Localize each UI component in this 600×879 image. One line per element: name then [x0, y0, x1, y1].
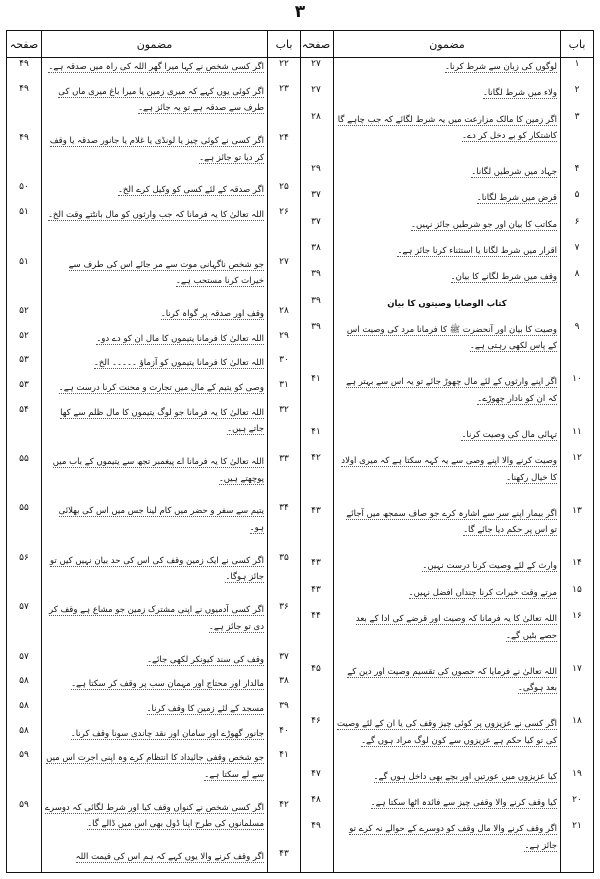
toc-row [299, 83, 593, 109]
page-ref: ۴۱ [311, 374, 321, 385]
page-ref: ۳۹ [311, 269, 321, 280]
chapter-title: وصی کو یتیم کے مال میں تجارت و محنت کرنا درست ہے۔ [58, 383, 264, 393]
chapter-number: ۳۰ [279, 355, 289, 366]
chapter-title: اگر کسی نے کوئی چیز یا لونڈی یا غلام یا جانور صدقہ یا وقف کر دیا تو جائز ہے۔ [49, 136, 264, 163]
page-ref: ۴۵ [311, 663, 321, 674]
page-ref: ۲۹ [311, 164, 321, 175]
toc-row [7, 329, 300, 354]
chapter-title: مرتے وقت خیرات کرنا چنداں افضل نہیں۔ [408, 587, 557, 598]
chapter-title: جانور گھوڑے اور سامان اور نقد چاندی سونا وقف کرنا۔ [70, 728, 264, 739]
page-ref: ۴۹ [19, 59, 29, 69]
page-ref: ۲۸ [311, 111, 321, 122]
chapter-title: اللہ تعالیٰ کا فرمانا یتیموں کو آزماؤ ۔۔۔۔۔ الخ۔ [93, 358, 264, 369]
toc-row [7, 798, 300, 847]
page-ref: ۵۹ [19, 750, 29, 761]
page-ref: ۴۱ [311, 426, 321, 437]
toc-row [7, 501, 300, 550]
toc-row [7, 57, 300, 82]
toc-row [7, 847, 300, 872]
toc-row [7, 304, 300, 329]
toc-row [7, 724, 300, 749]
chapter-number: ۹ [574, 321, 580, 332]
toc-row [7, 452, 300, 501]
chapter-number: ۳ [574, 111, 580, 122]
header-mazmoon: مضمون [41, 31, 268, 57]
chapter-title: کیا وقف کرنے والا وقفی چیز سے فائدہ اٹھا سکتا ہے۔ [370, 798, 557, 808]
toc-row [7, 378, 300, 403]
page-ref: ۴۹ [19, 83, 29, 94]
chapter-title: یتیم سے سفر و حضر میں کام لینا جس میں اس کی بھلائی ہو۔ [58, 506, 264, 534]
toc-row [299, 793, 593, 819]
page-ref: ۵۱ [19, 207, 29, 218]
page-ref: ۵۰ [19, 182, 29, 193]
chapter-number: ۱۲ [572, 453, 582, 464]
chapter-number: ۲۵ [279, 182, 289, 193]
page-ref: ۵۵ [19, 454, 29, 465]
chapter-title: اگر کسی نے عزیزوں پر کوئی چیز وقف کی یا ان کے لئے وصیت کی تو کیا حکم ہے عزیزوں سے کون لوگ مراد ہوں گے۔ [337, 719, 557, 746]
toc-row [299, 609, 593, 662]
chapter-number: ۳۲ [279, 404, 289, 415]
chapter-title: جو شخص ناگہانی موت سے مر جائے اس کی طرف سے خیرات کرنا مستحب ہے۔ [68, 259, 264, 287]
toc-column-left [7, 31, 301, 872]
chapter-title: اللہ تعالیٰ کا یہ فرمانا کہ وصیت اور قرضے کی ادا کے بعد حصے بٹیں گے۔ [355, 613, 557, 641]
page-number: ۳ [294, 2, 306, 22]
chapter-number: ۱۷ [572, 663, 582, 674]
chapter-title: وقف میں شرط لگانے کا بیان۔ [450, 272, 557, 283]
toc-rows-left [7, 57, 300, 872]
page-ref: ۴۴ [311, 610, 321, 621]
toc-row [299, 215, 593, 241]
chapter-title: وقف اور صدقہ پر گواہ کرنا۔ [160, 308, 264, 319]
page-ref: ۴۹ [311, 821, 321, 832]
toc-row [7, 748, 300, 797]
chapter-title: اگر اپنے وارثوں کے لئے مال چھوڑ جائے تو یہ اس سے بہتر ہے کہ ان کو نادار چھوڑے۔ [346, 377, 557, 404]
chapter-title: لوگوں کی زبان سے شرط کرنا۔ [444, 62, 557, 72]
chapter-title: اگر وقف کرنے والا یوں کہے کہ ہم اس کی قیمت اللہ [75, 852, 264, 863]
chapter-title: اللہ تعالیٰ کا یہ فرمانا کہ جب وارثوں کو مال بانٹتے وقت الخ۔ [47, 210, 264, 221]
page-ref: ۵۸ [19, 725, 29, 736]
page-ref: ۵۳ [19, 355, 29, 366]
chapter-number: ۱۳ [572, 505, 582, 516]
chapter-number: ۱۵ [572, 584, 582, 595]
chapter-number: ۷ [574, 242, 580, 253]
chapter-title: اگر کسی شخص نے کنواں وقف کیا اور شرط لگائی کہ دوسرے مسلمانوں کی طرح اپنا ڈول بھی اس میں ڈالے گا۔ [45, 802, 264, 830]
page-ref: ۵۸ [19, 676, 29, 687]
chapter-number: ۲۴ [279, 133, 289, 144]
chapter-number: ۶ [574, 216, 580, 227]
toc-row [299, 767, 593, 793]
toc-row [299, 294, 593, 320]
chapter-number: ۳۳ [279, 454, 289, 465]
page-ref: ۵۸ [19, 701, 29, 712]
page-ref: ۵۷ [19, 602, 29, 613]
chapter-number: ۱۶ [572, 610, 582, 621]
chapter-title: اگر کسی نے ایک زمین وقف کی اس کی حد بیان نہیں کیں تو جائز ہوگا۔ [50, 555, 264, 583]
toc-row [7, 353, 300, 378]
chapter-number: ۲ [574, 85, 580, 96]
toc-row [7, 255, 300, 304]
chapter-title: اللہ تعالیٰ کا یہ فرمانا جو لوگ یتیموں کا مال ظلم سے کھا جاتے ہیں۔ [60, 407, 264, 435]
toc-row [7, 403, 300, 452]
toc-row [299, 556, 593, 582]
chapter-title: اقرار میں شرط لگانا یا استثناء کرنا جائز ہے۔ [397, 245, 557, 256]
toc-header-right [299, 31, 593, 58]
chapter-title: ولاء میں شرط لگانا۔ [482, 88, 557, 99]
page-ref: ۳۹ [311, 321, 321, 332]
toc-row [7, 699, 300, 724]
page-ref: ۵۶ [19, 552, 29, 563]
book-title: کتاب الوصایا وصیتوں کا بیان [387, 298, 507, 309]
chapter-number: ۳۸ [279, 676, 289, 687]
page-ref: ۴۶ [311, 716, 321, 727]
toc-row [299, 504, 593, 557]
chapter-title: اللہ تعالیٰ نے فرمایا کہ حصوں کی تقسیم وصیت اور دین کے بعد ہوگی۔ [347, 666, 557, 694]
chapter-number: ۱۱ [572, 426, 582, 437]
chapter-title: وصیت کا بیان اور آنحضرت ﷺ کا فرمانا مرد کی وصیت اس کے پاس لکھی رہتی ہے۔ [346, 324, 557, 352]
chapter-title: اگر زمین کا مالک مزارعت میں یہ شرط لگائے کہ جب چاہے گا کاشتکار کو بے دخل کر دے۔ [337, 114, 557, 142]
chapter-title: جہاد میں شرطیں لگانا۔ [471, 167, 557, 178]
chapter-number: ۲۷ [279, 256, 289, 267]
toc-row [299, 188, 593, 214]
toc-row [299, 162, 593, 188]
page-ref: ۴۳ [311, 505, 321, 516]
toc-row [299, 57, 593, 83]
toc-row [299, 662, 593, 715]
chapter-number: ۲۲ [279, 59, 289, 69]
page-ref: ۵۲ [19, 305, 29, 316]
chapter-title: وارث کے لئے وصیت کرنا درست نہیں۔ [422, 561, 557, 572]
chapter-number: ۳۱ [279, 380, 289, 390]
toc-row [299, 451, 593, 504]
chapter-number: ۵ [574, 190, 580, 201]
page-ref: ۳۹ [311, 295, 321, 306]
chapter-number: ۴۳ [279, 849, 289, 860]
chapter-number: ۳۵ [279, 552, 289, 563]
chapter-number: ۴ [574, 164, 580, 175]
chapter-title: اگر کسی شخص نے کہا میرا گھر اللہ کی راہ میں صدقہ ہے۔ [48, 62, 264, 72]
chapter-number: ۲۸ [279, 305, 289, 316]
toc-row [299, 583, 593, 609]
page-ref: ۴۳ [311, 558, 321, 569]
chapter-title: جو شخص وقفی جائیداد کا انتظام کرے وہ اپنی اجرت اس میں سے لے سکتا ہے۔ [46, 753, 264, 780]
toc-row [7, 205, 300, 254]
toc-rows-right [299, 57, 593, 872]
toc-column-right [299, 31, 593, 872]
chapter-number: ۱۹ [572, 768, 582, 779]
chapter-title: مالدار اور محتاج اور مہمان سب پر وقف کر سکتا ہے۔ [71, 679, 264, 690]
chapter-number: ۱۰ [572, 374, 582, 385]
chapter-title: اگر بیمار اپنے سر سے اشارہ کرے جو صاف سمجھ میں آجائے تو اس پر حکم دیا جائے گا۔ [346, 508, 557, 536]
chapter-title: اگر کوئی یوں کہے کہ میری زمین یا میرا باغ میری ماں کی طرف سے صدقہ ہے تو یہ جائز ہے۔ [58, 86, 264, 114]
chapter-title: اللہ تعالیٰ کا فرمانا یتیموں کا مال ان کو دے دو۔ [96, 333, 264, 344]
toc-row [299, 819, 593, 872]
page-ref: ۲۷ [311, 85, 321, 96]
chapter-number: ۲۳ [279, 83, 289, 94]
toc-row [7, 600, 300, 649]
header-safha: صفحہ [9, 37, 39, 51]
chapter-number: ۱ [574, 59, 580, 69]
header-bab: باب [568, 37, 586, 51]
page-ref: ۲۷ [311, 59, 321, 69]
page-ref: ۵۷ [19, 651, 29, 662]
chapter-title: کیا عزیزوں میں عورتیں اور بچے بھی داخل ہوں گے۔ [373, 771, 557, 782]
toc-row [7, 674, 300, 699]
page-ref: ۴۳ [311, 584, 321, 595]
chapter-title: اگر کسی آدمیوں نے اپنی مشترک زمین جو مشاع ہے وقف کر دی تو جائز ہے۔ [49, 605, 264, 632]
page-ref: ۳۷ [311, 216, 321, 227]
toc-row [299, 110, 593, 163]
page-ref: ۵۹ [19, 799, 29, 810]
chapter-title: اگر صدقہ کے لئے کسی کو وکیل کرے الخ۔ [117, 185, 264, 196]
chapter-number: ۲۰ [572, 795, 582, 805]
chapter-title: وقف کی سند کیونکر لکھی جائے۔ [147, 654, 264, 665]
page-ref: ۵۳ [19, 380, 29, 390]
page-ref: ۵۱ [19, 256, 29, 267]
chapter-number: ۱۴ [572, 558, 582, 569]
toc-row [7, 551, 300, 600]
page-ref: ۴۹ [19, 133, 29, 144]
chapter-number: ۲۱ [572, 821, 582, 832]
header-safha: صفحہ [301, 37, 331, 51]
chapter-title: وصیت کرنے والا اپنے وصی سے یہ کہہ سکتا ہے کہ میری اولاد کا خیال رکھنا۔ [341, 456, 557, 483]
page-ref: ۳۷ [311, 190, 321, 201]
chapter-title: مسجد کے لئے زمین کا وقف کرنا۔ [146, 704, 264, 715]
chapter-number: ۳۷ [279, 651, 289, 662]
chapter-number: ۳۹ [279, 701, 289, 712]
chapter-title: تہائی مال کی وصیت کرنا۔ [461, 429, 557, 440]
chapter-number: ۳۶ [279, 602, 289, 613]
chapter-number: ۲۹ [279, 330, 289, 341]
toc-row [299, 425, 593, 451]
toc-row [299, 714, 593, 767]
table-of-contents [6, 30, 594, 873]
chapter-number: ۸ [574, 269, 580, 280]
toc-row [299, 241, 593, 267]
chapter-number: ۲۶ [279, 207, 289, 218]
toc-row [299, 267, 593, 293]
toc-row [299, 320, 593, 373]
toc-row [299, 372, 593, 425]
header-mazmoon: مضمون [333, 31, 561, 57]
page-ref: ۵۵ [19, 503, 29, 514]
chapter-number: ۴۲ [279, 799, 289, 810]
toc-row [7, 650, 300, 675]
page-ref: ۵۴ [19, 404, 29, 415]
chapter-number: ۴۱ [279, 750, 289, 761]
toc-row [7, 82, 300, 131]
page-ref: ۳۸ [311, 242, 321, 253]
chapter-title: اللہ تعالیٰ کا یہ فرمانا اے پیغمبر تجھ سے یتیموں کے باب میں پوچھتے ہیں۔ [52, 457, 264, 484]
page-ref: ۵۲ [19, 330, 29, 341]
page-ref: ۴۷ [311, 768, 321, 779]
header-bab: باب [275, 37, 293, 51]
toc-row [7, 180, 300, 205]
chapter-title: مکاتب کا بیان اور جو شرطیں جائز نہیں۔ [411, 219, 557, 230]
toc-row [7, 131, 300, 180]
chapter-title: اگر وقف کرنے والا مال وقف کو دوسرے کے حوالے نہ کرے تو جائز ہے۔ [349, 824, 557, 851]
chapter-number: ۴۰ [279, 725, 289, 736]
toc-header-left [7, 31, 300, 58]
chapter-number: ۳۴ [279, 503, 289, 514]
chapter-title: قرض میں شرط لگانا۔ [476, 193, 557, 204]
page-ref: ۴۲ [311, 453, 321, 464]
chapter-number: ۱۸ [572, 716, 582, 727]
page-ref: ۴۸ [311, 795, 321, 805]
